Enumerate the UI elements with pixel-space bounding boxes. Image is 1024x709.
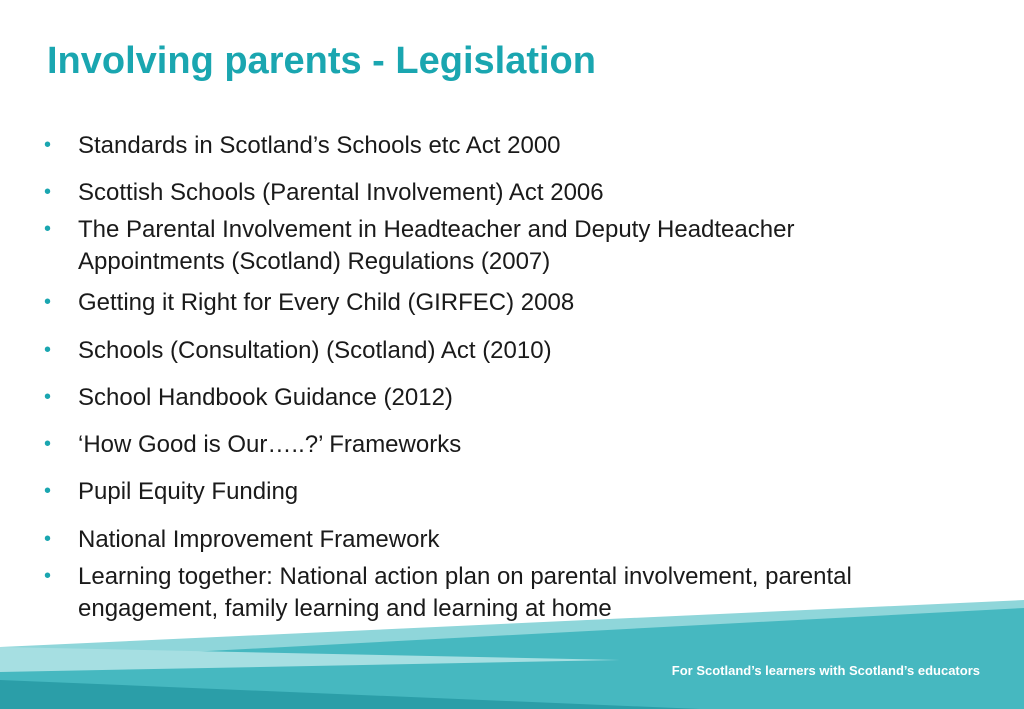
- bullet-icon: •: [44, 339, 52, 361]
- list-item-text: Schools (Consultation) (Scotland) Act (2010): [78, 337, 552, 364]
- list-item-text: ‘How Good is Our…..?’ Frameworks: [78, 431, 462, 458]
- bullet-icon: •: [44, 134, 52, 156]
- bullet-icon: •: [44, 433, 52, 455]
- footer-wave-band: [0, 600, 1024, 709]
- list-item-text: National Improvement Framework: [78, 526, 440, 553]
- bullet-icon: •: [44, 480, 52, 502]
- list-item-text: Learning together: National action plan on parental involvement, parental engagement, family learning and learning at home: [78, 563, 852, 622]
- bullet-icon: •: [44, 291, 52, 313]
- list-item-text: Scottish Schools (Parental Involvement) Act 2006: [78, 179, 604, 206]
- bullet-icon: •: [44, 218, 52, 240]
- footer-tagline: For Scotland’s learners with Scotland’s educators: [671, 663, 980, 678]
- list-item-text: The Parental Involvement in Headteacher and Deputy Headteacher Appointments (Scotland) Regulations (2007): [78, 216, 795, 275]
- bullet-icon: •: [44, 565, 52, 587]
- slide-title: Involving parents - Legislation: [47, 40, 596, 82]
- list-item-text: Standards in Scotland’s Schools etc Act 2000: [78, 132, 561, 159]
- list-item-text: Getting it Right for Every Child (GIRFEC) 2008: [78, 289, 575, 316]
- list-item-text: School Handbook Guidance (2012): [78, 384, 453, 411]
- list-item-text: Pupil Equity Funding: [78, 478, 299, 505]
- bullet-icon: •: [44, 528, 52, 550]
- bullet-icon: •: [44, 386, 52, 408]
- bullet-icon: •: [44, 181, 52, 203]
